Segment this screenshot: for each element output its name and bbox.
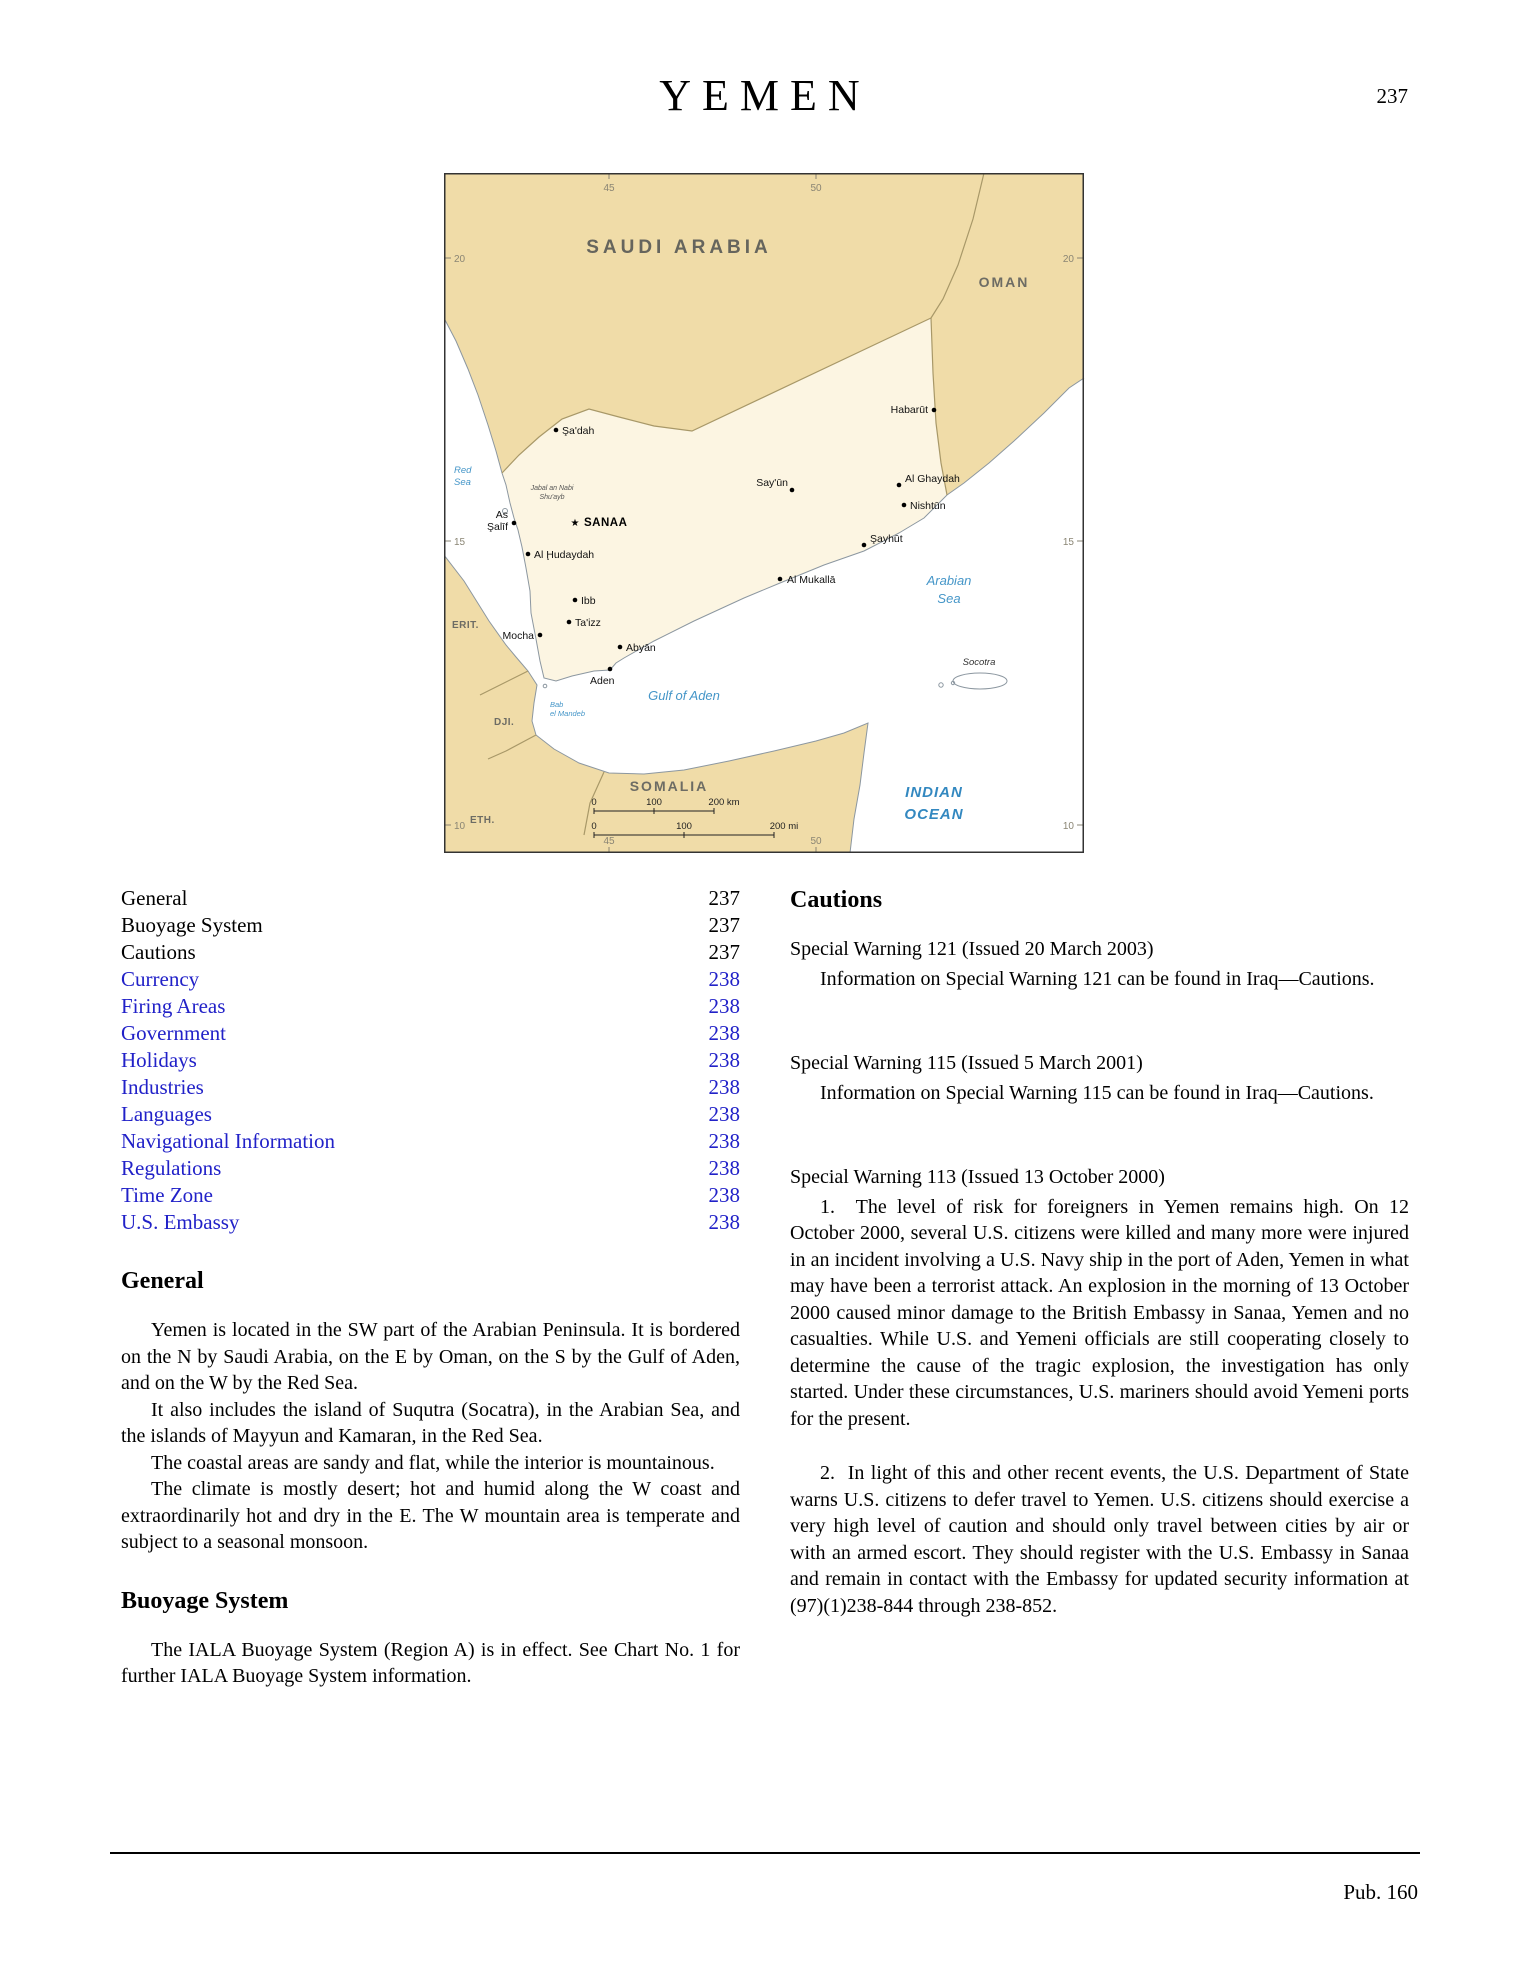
map-label-eritrea: ERIT.	[452, 620, 479, 631]
city-dot-habarut	[932, 408, 937, 413]
yemen-map	[444, 173, 1086, 855]
toc-item-firing-areas[interactable]	[121, 993, 740, 1020]
city-dot-al-mukalla	[778, 577, 783, 582]
grid-label-10-left: 10	[454, 821, 466, 832]
special-warning-115	[790, 1050, 1409, 1106]
yemen-map-svg	[444, 173, 1086, 855]
toc-item-label: Currency	[121, 967, 200, 991]
map-label-saudi-arabia: SAUDI ARABIA	[586, 237, 772, 258]
grid-label-10-right: 10	[1062, 821, 1074, 832]
general-heading: General	[121, 1268, 204, 1294]
toc-item-general[interactable]	[121, 885, 740, 912]
paragraph: The coastal areas are sandy and flat, while the interior is mountainous.	[151, 1451, 715, 1474]
toc-item-label: General	[121, 886, 188, 910]
toc-item-buoyage-system[interactable]	[121, 912, 740, 939]
map-label-red-sea: Red	[454, 465, 472, 476]
toc-item-page: 238	[708, 1129, 740, 1153]
map-label-bab-el-mandeb: Bab	[550, 700, 564, 709]
paragraph: Yemen is located in the SW part of the Arabian Peninsula. It is bordered on the N by Saudi Arabia, on the E by Oman, on the S by the Gulf of Aden, and on the W by the Red Sea.	[121, 1319, 740, 1394]
grid-label-15-right: 15	[1062, 537, 1074, 548]
warning-title: Special Warning 113 (Issued 13 October 2000)	[790, 1166, 1165, 1188]
toc-item-page: 238	[708, 1048, 740, 1072]
map-label-indian-ocean: INDIAN	[905, 784, 963, 801]
toc-item-page: 237	[708, 913, 740, 937]
left-column	[121, 885, 740, 1690]
city-dot-mocha	[538, 633, 543, 638]
map-label-somalia: SOMALIA	[629, 778, 709, 794]
toc-item-label: Navigational Information	[121, 1129, 336, 1153]
city-dot-abyan	[618, 645, 623, 650]
grid-label-20-left: 20	[454, 254, 466, 265]
paragraph: It also includes the island of Suqutra (Socatra), in the Arabian Sea, and the islands of Mayyun and Kamaran, in the Red Sea.	[121, 1398, 740, 1447]
scale-mi-100: 100	[676, 821, 692, 832]
toc-item-page: 238	[708, 994, 740, 1018]
warning-title: Special Warning 121 (Issued 20 March 2003)	[790, 938, 1154, 960]
cautions-heading: Cautions	[790, 887, 883, 913]
warning-title: Special Warning 115 (Issued 5 March 2001)	[790, 1052, 1143, 1074]
toc-item-label: Languages	[121, 1102, 212, 1126]
toc-item-navigational-information[interactable]	[121, 1128, 740, 1155]
toc-item-page: 238	[708, 1210, 740, 1234]
map-label-bab-el-mandeb-2: el Mandeb	[550, 709, 586, 718]
city-dot-sadah	[554, 428, 559, 433]
toc-item-cautions[interactable]	[121, 939, 740, 966]
page-number: 237	[1376, 84, 1408, 108]
city-dot-nishtun	[902, 503, 907, 508]
map-label-taizz: Ta'izz	[575, 617, 601, 629]
map-label-al-mukalla: Al Mukallā	[787, 574, 836, 586]
toc-item-label: Buoyage System	[121, 913, 263, 937]
scale-mi-200: 200 mi	[769, 821, 799, 832]
map-label-arabian-sea-2: Sea	[937, 591, 961, 606]
toc-item-us-embassy[interactable]	[121, 1209, 740, 1236]
toc-item-regulations[interactable]	[121, 1155, 740, 1182]
city-dot-as-salif	[512, 521, 517, 526]
scale-km-100: 100	[646, 797, 662, 808]
city-dot-taizz	[567, 620, 572, 625]
header	[0, 0, 1530, 121]
special-warning-113	[790, 1164, 1409, 1619]
grid-label-15-left: 15	[454, 537, 466, 548]
paragraph: The IALA Buoyage System (Region A) is in effect. See Chart No. 1 for further IALA Buoyage System information.	[121, 1638, 740, 1687]
map-label-abyan: Abyān	[626, 642, 656, 654]
map-label-oman: OMAN	[978, 274, 1030, 290]
map-label-as-salif: As	[495, 509, 508, 521]
right-column	[790, 885, 1409, 1690]
toc-item-page: 238	[708, 967, 740, 991]
map-label-ethiopia: ETH.	[470, 815, 495, 826]
toc-item-label: U.S. Embassy	[121, 1210, 240, 1234]
city-dot-aden	[608, 667, 613, 672]
toc-item-industries[interactable]	[121, 1074, 740, 1101]
toc-item-government[interactable]	[121, 1020, 740, 1047]
map-label-sayun: Say'ūn	[756, 477, 788, 489]
paragraph: The climate is mostly desert; hot and humid along the W coast and extraordinarily hot and dry in the E. The W mountain area is temperate and subject to a seasonal monsoon.	[121, 1478, 740, 1553]
map-label-ibb: Ibb	[581, 595, 596, 607]
city-dot-ibb	[573, 598, 578, 603]
table-of-contents	[121, 885, 740, 1236]
map-label-arabian-sea: Arabian	[926, 573, 972, 588]
grid-label-50-top: 50	[810, 183, 822, 194]
map-label-al-ghaydah: Al Ghaydah	[905, 473, 960, 485]
toc-item-label: Government	[121, 1021, 226, 1045]
toc-item-label: Regulations	[121, 1156, 222, 1180]
map-label-nishtun: Nishtūn	[910, 500, 946, 512]
general-section	[121, 1268, 740, 1556]
map-label-jabal: Jabal an Nabi	[530, 485, 574, 492]
toc-item-label: Firing Areas	[121, 994, 226, 1018]
scale-km-0: 0	[591, 797, 597, 808]
toc-item-page: 237	[708, 940, 740, 964]
toc-item-currency[interactable]	[121, 966, 740, 993]
toc-item-page: 238	[708, 1183, 740, 1207]
toc-item-languages[interactable]	[121, 1101, 740, 1128]
special-warning-121	[790, 936, 1409, 992]
map-label-socotra: Socotra	[962, 657, 996, 668]
toc-item-page: 237	[708, 886, 740, 910]
map-label-indian-ocean-2: OCEAN	[904, 806, 964, 823]
toc-item-label: Time Zone	[121, 1183, 213, 1207]
cautions-section	[790, 887, 1409, 1619]
toc-item-holidays[interactable]	[121, 1047, 740, 1074]
map-label-mocha: Mocha	[502, 630, 534, 642]
map-label-as-salif-2: Şalīf	[486, 521, 508, 533]
map-label-sanaa: SANAA	[584, 517, 628, 529]
paragraph: 1. The level of risk for foreigners in Yemen remains high. On 12 October 2000, several U.S. citizens were killed and many more were injured in an incident involving a U.S. Navy ship in the port of Aden, Yemen in what may have been a terrorist attack. An explosion in the morning of 13 October 2000 caused minor damage to the British Embassy in Sanaa, Yemen and no casualties. While U.S. and Yemeni officials are still cooperating closely to determine the cause of the tragic explosion, the investigation has only started. Under these circumstances, U.S. mariners should avoid Yemeni ports for the present.	[790, 1195, 1409, 1430]
toc-item-time-zone[interactable]	[121, 1182, 740, 1209]
city-dot-al-hudaydah	[526, 552, 531, 557]
scale-mi-0: 0	[591, 821, 597, 832]
grid-label-45-top: 45	[603, 183, 615, 194]
grid-label-20-right: 20	[1062, 254, 1074, 265]
map-label-gulf-of-aden: Gulf of Aden	[648, 688, 720, 703]
buoyage-section	[121, 1588, 740, 1690]
map-label-al-hudaydah: Al Ḩudaydah	[534, 549, 595, 561]
toc-item-label: Holidays	[121, 1048, 197, 1072]
buoyage-heading: Buoyage System	[121, 1587, 289, 1614]
scale-km-200: 200 km	[708, 797, 740, 808]
map-label-djibouti: DJI.	[494, 717, 515, 728]
paragraph: 2. In light of this and other recent events, the U.S. Department of State warns U.S. citizens to defer travel to Yemen. U.S. citizens should exercise a very high level of caution and should only travel between cities by air or with an armed escort. They should register with the U.S. Embassy in Sanaa and remain in contact with the Embassy for updated security information at (97)(1)238-844 through 238-852.	[790, 1462, 1409, 1617]
paragraph: Information on Special Warning 115 can be found in Iraq—Cautions.	[820, 1081, 1374, 1104]
map-label-red-sea-2: Sea	[454, 477, 471, 488]
toc-item-label: Industries	[121, 1075, 204, 1099]
city-dot-al-ghaydah	[897, 483, 902, 488]
map-label-sayhut: Şayhūt	[870, 533, 903, 545]
toc-item-page: 238	[708, 1075, 740, 1099]
map-label-habarut: Habarūt	[890, 404, 928, 416]
toc-item-page: 238	[708, 1156, 740, 1180]
capital-star-icon: ★	[570, 518, 580, 529]
map-label-aden: Aden	[590, 675, 615, 687]
body-columns	[121, 885, 1409, 1690]
map-label-jabal-2: Shu'ayb	[539, 494, 565, 501]
toc-item-page: 238	[708, 1102, 740, 1126]
toc-item-label: Cautions	[121, 940, 196, 964]
city-dot-sayun	[790, 488, 795, 493]
map-label-sadah: Şa'dah	[562, 425, 595, 437]
paragraph: Information on Special Warning 121 can be found in Iraq—Cautions.	[820, 967, 1375, 990]
footer-rule	[110, 1852, 1420, 1854]
toc-item-page: 238	[708, 1021, 740, 1045]
grid-label-45-bottom: 45	[603, 836, 615, 847]
page-title: YEMEN	[659, 71, 871, 120]
grid-label-50-bottom: 50	[810, 836, 822, 847]
city-dot-sayhut	[862, 543, 867, 548]
footer-publication: Pub. 160	[1343, 1880, 1418, 1904]
